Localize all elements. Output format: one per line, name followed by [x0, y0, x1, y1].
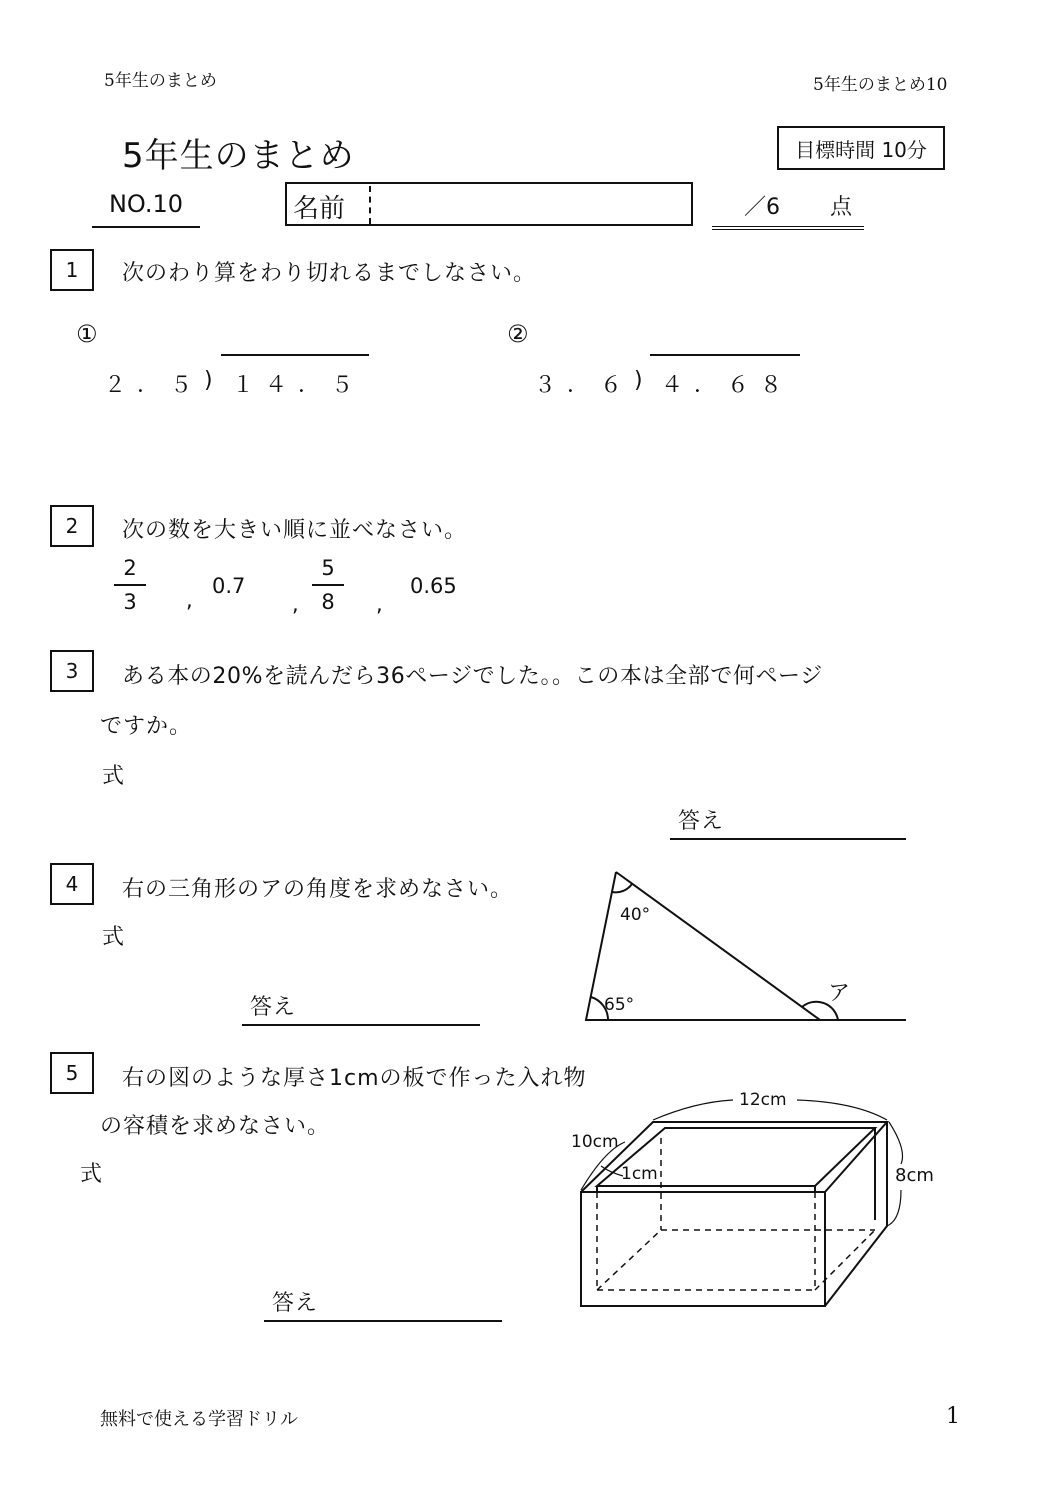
- hidden-edge: [597, 1230, 661, 1290]
- name-label: 名前: [293, 194, 346, 224]
- header-left: 5年生のまとめ: [104, 71, 217, 91]
- worksheet-number: [92, 190, 200, 228]
- q1-item2-divisor: ３．６: [534, 373, 634, 398]
- angle-label-65: 65°: [604, 995, 635, 1015]
- dim-arc-height-bottom: [887, 1190, 901, 1226]
- fraction-bar: [312, 584, 344, 586]
- score-unit: 点: [830, 195, 853, 220]
- box-right-edge: [825, 1122, 887, 1306]
- footer-left: 無料で使える学習ドリル: [100, 1409, 298, 1430]
- question-1-number: 1: [50, 249, 94, 291]
- q3-answer-label: 答え: [678, 809, 725, 834]
- question-2-number: 2: [50, 505, 94, 547]
- question-3-text-line1: ある本の20%を読んだら36ページでした。。この本は全部で何ページ: [122, 664, 823, 689]
- question-1-text: 次のわり算をわり切れるまでしなさい。: [122, 261, 537, 286]
- score-field: [712, 188, 864, 230]
- dim-label-width: 12cm: [739, 1090, 787, 1110]
- q2-value-4: 0.65: [410, 574, 457, 598]
- name-field[interactable]: [285, 182, 693, 226]
- q2-comma-1: ,: [186, 588, 193, 612]
- triangle-figure: [570, 860, 920, 1035]
- q1-item1-bracket: ): [204, 368, 224, 393]
- q2-fraction-2-denominator: 8: [321, 590, 335, 614]
- q1-item2-dividend: ４．６８: [661, 373, 794, 398]
- worksheet-number-text: NO.10: [108, 190, 184, 218]
- q2-fraction-2-numerator: 5: [321, 556, 335, 580]
- q3-formula-label: 式: [102, 764, 126, 789]
- q1-item2-vinculum: [650, 354, 800, 356]
- q2-value-2: 0.7: [212, 574, 246, 598]
- q1-item1-divisor: ２．５: [104, 373, 204, 398]
- q2-comma-2: ,: [292, 592, 299, 616]
- q2-comma-3: ,: [376, 592, 383, 616]
- dim-arc-width-left: [653, 1100, 733, 1120]
- question-5-text-line1: 右の図のような厚さ1cmの板で作った入れ物: [122, 1066, 587, 1091]
- score-total: ／6: [744, 195, 780, 220]
- target-time: 目標時間 10分: [795, 137, 927, 162]
- dim-label-height: 8cm: [895, 1165, 934, 1186]
- question-3-number: 3: [50, 650, 94, 692]
- q5-answer-label: 答え: [272, 1291, 319, 1316]
- q2-fraction-1-numerator: 2: [123, 556, 137, 580]
- dim-label-depth: 10cm: [571, 1132, 619, 1152]
- q5-formula-label: 式: [80, 1162, 104, 1187]
- dim-arc-width-right: [797, 1100, 887, 1120]
- angle-label-a: ア: [828, 981, 851, 1006]
- q2-fraction-1: [114, 556, 146, 614]
- angle-arc-top: [612, 884, 632, 892]
- q2-fraction-1-denominator: 3: [123, 590, 137, 614]
- q4-answer-label: 答え: [250, 995, 297, 1020]
- q2-fraction-2: [312, 556, 344, 614]
- q3-answer-line[interactable]: [670, 802, 906, 840]
- question-4-text: 右の三角形のアの角度を求めなさい。: [122, 877, 514, 902]
- dim-label-thickness: 1cm: [621, 1164, 658, 1184]
- q4-answer-line[interactable]: [242, 988, 480, 1026]
- q1-item1-dividend: １４．５: [232, 373, 365, 398]
- question-5-text-line2: の容積を求めなさい。: [100, 1114, 331, 1139]
- q5-answer-line[interactable]: [264, 1284, 502, 1322]
- q1-item1-mark: ①: [76, 320, 98, 348]
- question-2-text: 次の数を大きい順に並べなさい。: [122, 518, 468, 543]
- q1-item2-mark: ②: [507, 320, 529, 348]
- page-title: 5年生のまとめ: [122, 136, 355, 176]
- dim-arc-height-top: [889, 1122, 903, 1164]
- fraction-bar: [114, 584, 146, 586]
- angle-label-40: 40°: [620, 905, 651, 925]
- page-number: 1: [946, 1404, 960, 1429]
- box-front-face: [581, 1192, 825, 1306]
- name-divider: [369, 186, 371, 224]
- q1-item1-vinculum: [221, 354, 369, 356]
- question-5-number: 5: [50, 1052, 94, 1094]
- box-figure: [565, 1080, 950, 1315]
- question-3-text-line2: ですか。: [100, 714, 193, 739]
- header-right: 5年生のまとめ10: [813, 75, 948, 95]
- q1-item2-bracket: ): [634, 368, 654, 393]
- question-4-number: 4: [50, 863, 94, 905]
- q4-formula-label: 式: [102, 925, 126, 950]
- target-time-box: [777, 126, 945, 170]
